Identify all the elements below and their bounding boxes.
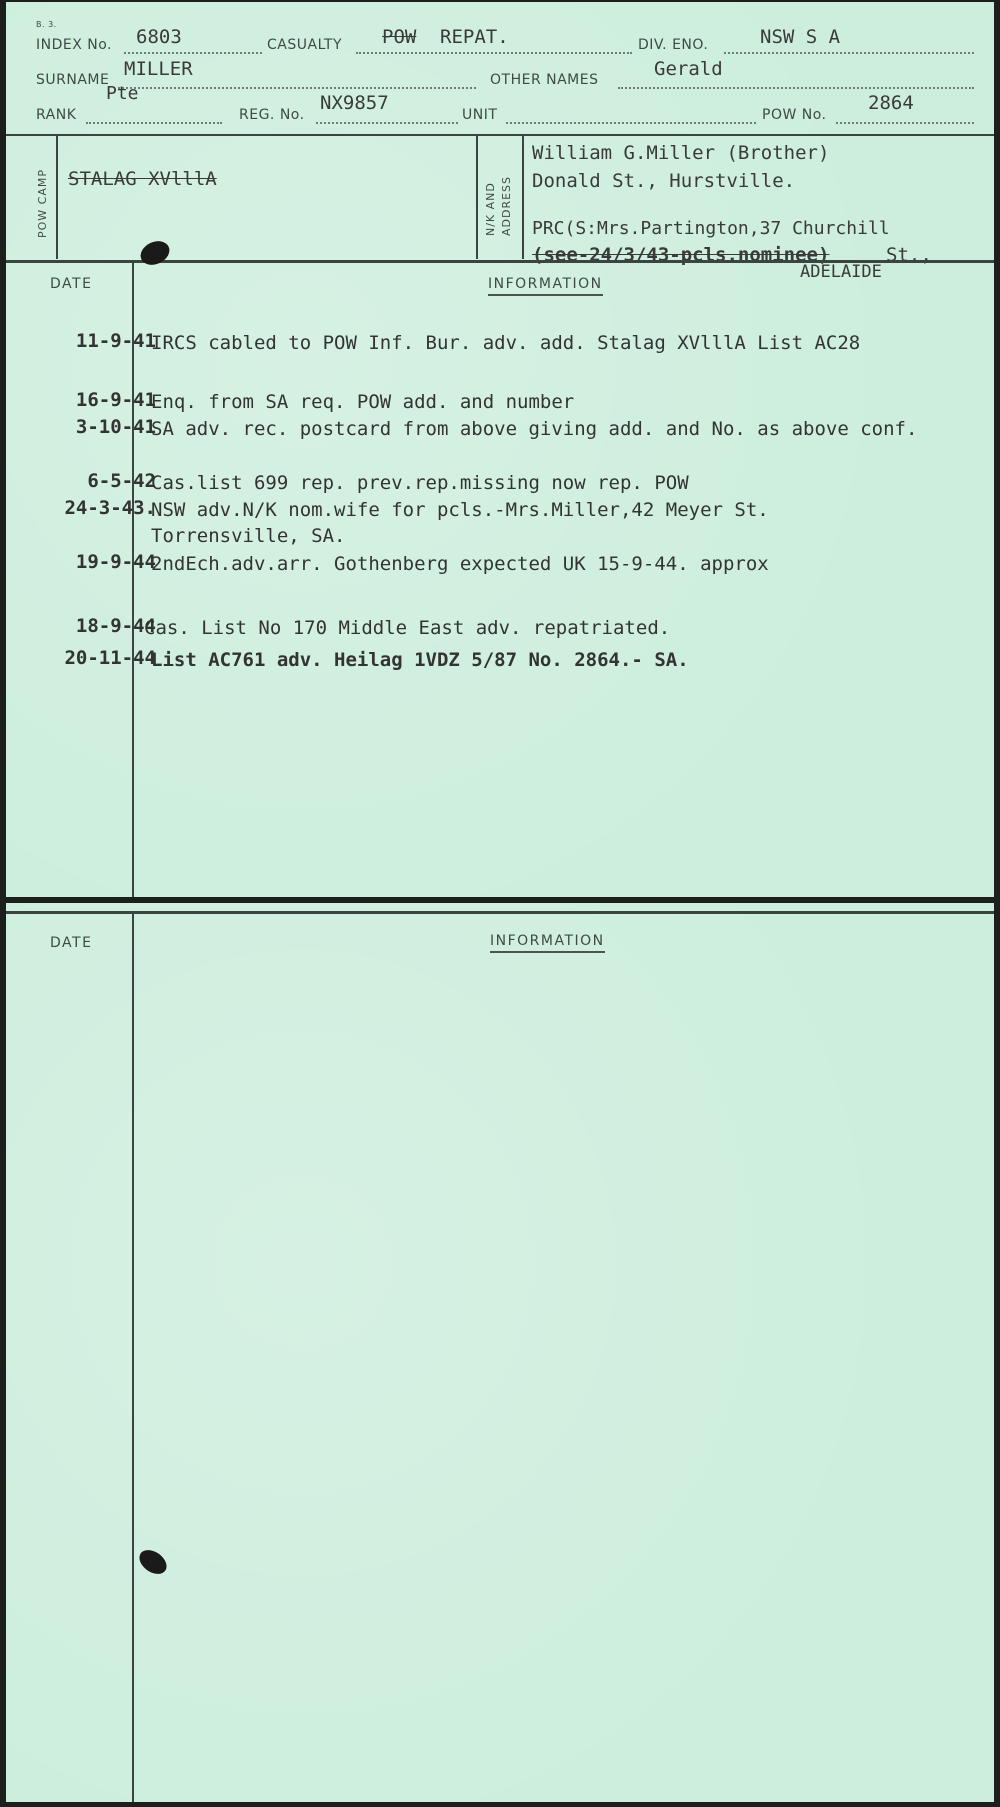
casualty-label: CASUALTY [267,37,343,53]
entry-date: 20-11-44 [64,647,156,669]
pow-no-value: 2864 [868,92,914,114]
entry-text: 2ndEch.adv.arr. Gothenberg expected UK 15-9-44. approx [151,553,769,575]
date-column-divider [132,911,134,1802]
ink-blot [137,237,173,270]
entry-text: Enq. from SA req. POW add. and number [151,391,575,413]
information-column-header: INFORMATION [490,933,605,953]
nk-line-2: Donald St., Hurstville. [532,170,796,192]
reg-no-value: NX9857 [320,92,389,114]
form-code: B. 3. [36,20,57,29]
rank-label: RANK [36,107,77,123]
address-label: ADDRESS [500,175,513,236]
surname-label: SURNAME [36,72,110,88]
record-card-back [6,903,994,1802]
nk-line-1: William G.Miller (Brother) [532,142,830,164]
header-divider [6,134,994,136]
casualty-value: REPAT. [440,26,509,48]
index-no-label: INDEX No. [36,37,113,53]
div-eno-label: DIV. ENO. [638,37,709,53]
div-eno-value: NSW S A [760,26,841,48]
nk-box-right [522,134,524,259]
div-eno-line [724,52,974,54]
entry-text: IRCS cabled to POW Inf. Bur. adv. add. Stalag XVlllA List AC28 [151,332,861,354]
entry-text: Cas. List No 170 Middle East adv. repatriated. [144,617,671,639]
other-names-label: OTHER NAMES [490,72,599,88]
entry-date: 18-9-44 [75,615,156,637]
pow-camp-label: POW CAMP [36,169,49,238]
date-column-header: DATE [50,935,93,951]
index-no-value: 6803 [136,26,182,48]
surname-value: MILLER [124,58,193,80]
date-column-header: DATE [50,276,93,292]
entry-date: 16-9-41 [75,389,156,411]
entry-date: 6-5-42 [87,470,156,492]
entry-date: 3-10-41 [75,416,156,438]
pow-no-line [836,122,974,124]
ink-blot [135,1545,171,1579]
pow-camp-value: STALAG XVlllA [68,168,217,190]
nk-line-4-tail: St., [886,244,932,266]
rank-line [86,122,222,124]
entry-text: Cas.list 699 rep. prev.rep.missing now rep. POW [151,472,689,494]
nk-label: N/K AND [484,182,497,236]
unit-line [506,122,756,124]
date-column-divider [132,260,134,897]
entry-text: NSW adv.N/K nom.wife for pcls.-Mrs.Miller,42 Meyer St. Torrensville, SA. [151,499,769,547]
entry-date: 11-9-41 [75,330,156,352]
casualty-line [356,52,632,54]
entry-date: 19-9-44 [75,551,156,573]
entry-date: 24-3-43. [64,497,156,519]
rank-value: Pte [106,83,139,104]
reg-no-line [316,122,458,124]
other-names-value: Gerald [654,58,723,80]
entry-text: List AC761 adv. Heilag 1VDZ 5/87 No. 2864.- SA. [151,649,689,671]
reg-no-label: REG. No. [239,107,305,123]
table-top-border [6,911,994,914]
nk-line-4-struck: (see-24/3/43-pcls.nominee) [532,244,830,266]
information-column-header: INFORMATION [488,276,603,296]
casualty-struck-value: POW [382,26,417,48]
pow-no-label: POW No. [762,107,827,123]
nk-line-3: PRC(S:Mrs.Partington,37 Churchill [532,218,890,239]
surname-line [118,87,476,89]
other-names-line [618,87,974,89]
nk-box-left [476,134,478,259]
index-no-line [124,52,262,54]
nk-line-5: ADELAIDE [800,262,882,282]
record-card-front [6,2,994,897]
entry-text: SA adv. rec. postcard from above giving add. and No. as above conf. [151,418,918,440]
pow-camp-divider [56,134,58,259]
unit-label: UNIT [462,107,498,123]
